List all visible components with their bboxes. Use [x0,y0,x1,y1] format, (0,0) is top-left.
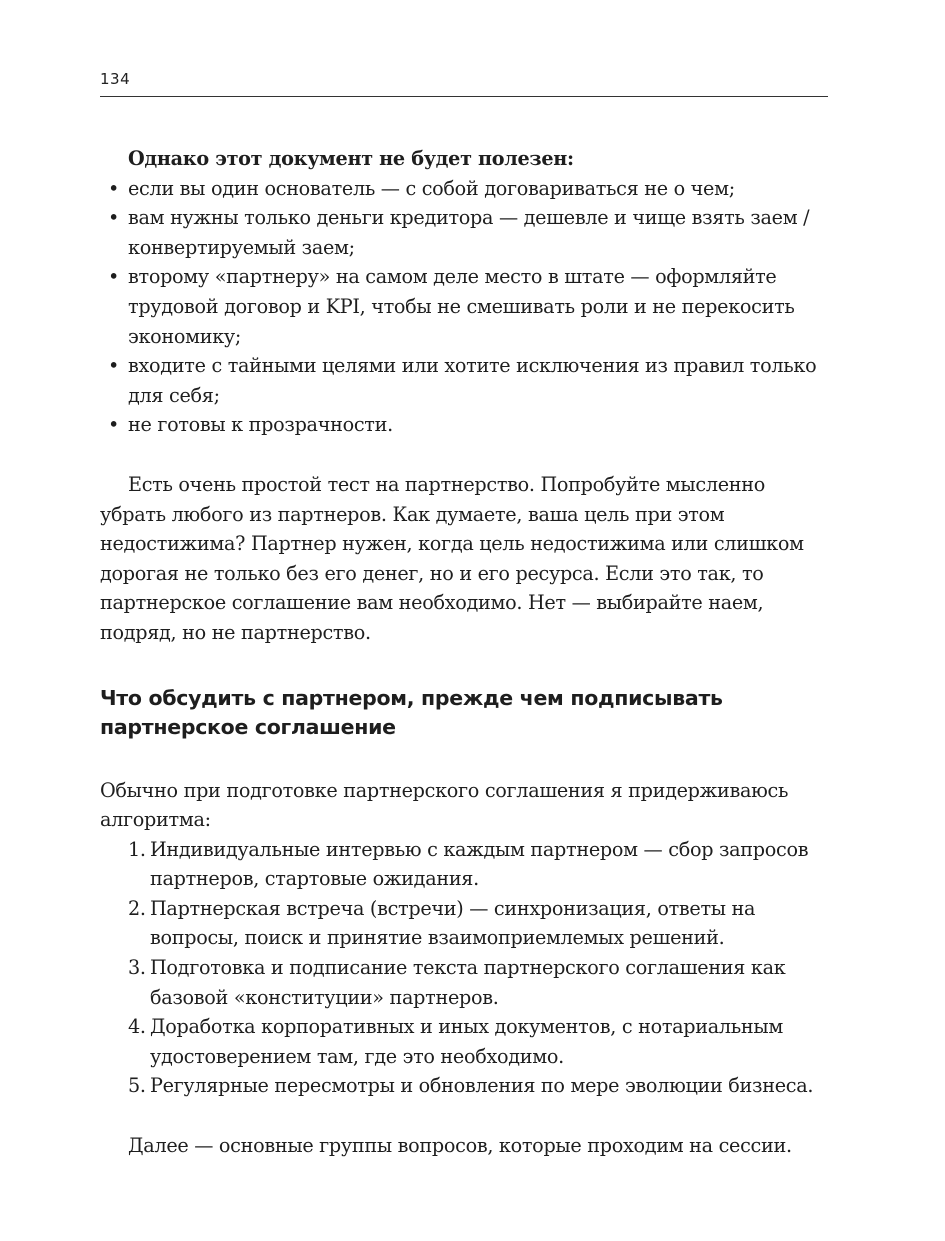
section-heading: Что обсудить с партнером, прежде чем подписывать партнерское соглашение [100,685,723,739]
step-text: Индивидуальные интервью с каждым партнером — сбор запросов партнеров, стартовые ожидания. [150,837,809,891]
list-item-text: второму «партнеру» на самом деле место в штате — оформляйте трудовой договор и KPI, чтобы не смешивать роли и не перекосить экономику; [128,265,795,348]
section-intro: Обычно при подготовке партнерского соглашения я придерживаюсь алгоритма: [100,778,789,832]
list-item [100,351,835,410]
step-number: 4. [128,1015,146,1039]
step-number: 1. [128,837,146,861]
step-number: 2. [128,896,146,920]
list-item [100,262,835,351]
list-item [100,410,835,440]
list-item [100,894,835,953]
page-number: 134 [100,70,131,88]
step-text: Подготовка и подписание текста партнерского соглашения как базовой «конституции» партнеров. [150,956,786,1009]
limitations-lead: Однако этот документ не будет полезен: [128,147,574,170]
header-rule [100,96,828,97]
list-item-text: входите с тайными целями или хотите исключения из правил только для себя; [128,354,817,407]
list-item [100,953,835,1012]
list-item-text: не готовы к прозрачности. [128,413,393,437]
steps-list [100,835,835,1101]
list-item [100,1012,835,1071]
step-text: Доработка корпоративных и иных документов, с нотариальным удостоверением там, где это необходимо. [150,1015,784,1068]
test-paragraph: Есть очень простой тест на партнерство. Попробуйте мысленно убрать любого из партнеров. Как думаете, ваша цель при этом недостижима? Партнер нужен, когда цель недостижима или слишком дорогая не только без его денег, но и его ресурса. Если это так, то партнерское соглашение вам необходимо. Нет — выбирайте наем, подряд, но не партнерство. [100,472,804,644]
list-item-text: вам нужны только деньги кредитора — дешевле и чище взять заем / конвертируемый заем; [128,206,810,259]
step-text: Партнерская встреча (встречи) — синхронизация, ответы на вопросы, поиск и принятие взаимоприемлемых решений. [150,896,756,950]
step-text: Регулярные пересмотры и обновления по мере эволюции бизнеса. [150,1074,814,1098]
bullet-icon: • [108,265,120,289]
list-item [100,203,835,262]
list-item [100,1071,835,1101]
bullet-icon: • [108,413,120,437]
list-item [100,835,835,894]
bullet-icon: • [108,206,120,230]
step-number: 5. [128,1074,146,1098]
closing-paragraph: Далее — основные группы вопросов, которые проходим на сессии. [128,1134,792,1158]
page-body [100,144,835,1161]
list-item [100,174,835,204]
bullet-icon: • [108,354,120,378]
limitations-list [100,174,835,440]
list-item-text: если вы один основатель — с собой договариваться не о чем; [128,176,735,200]
bullet-icon: • [108,176,120,200]
step-number: 3. [128,956,146,980]
